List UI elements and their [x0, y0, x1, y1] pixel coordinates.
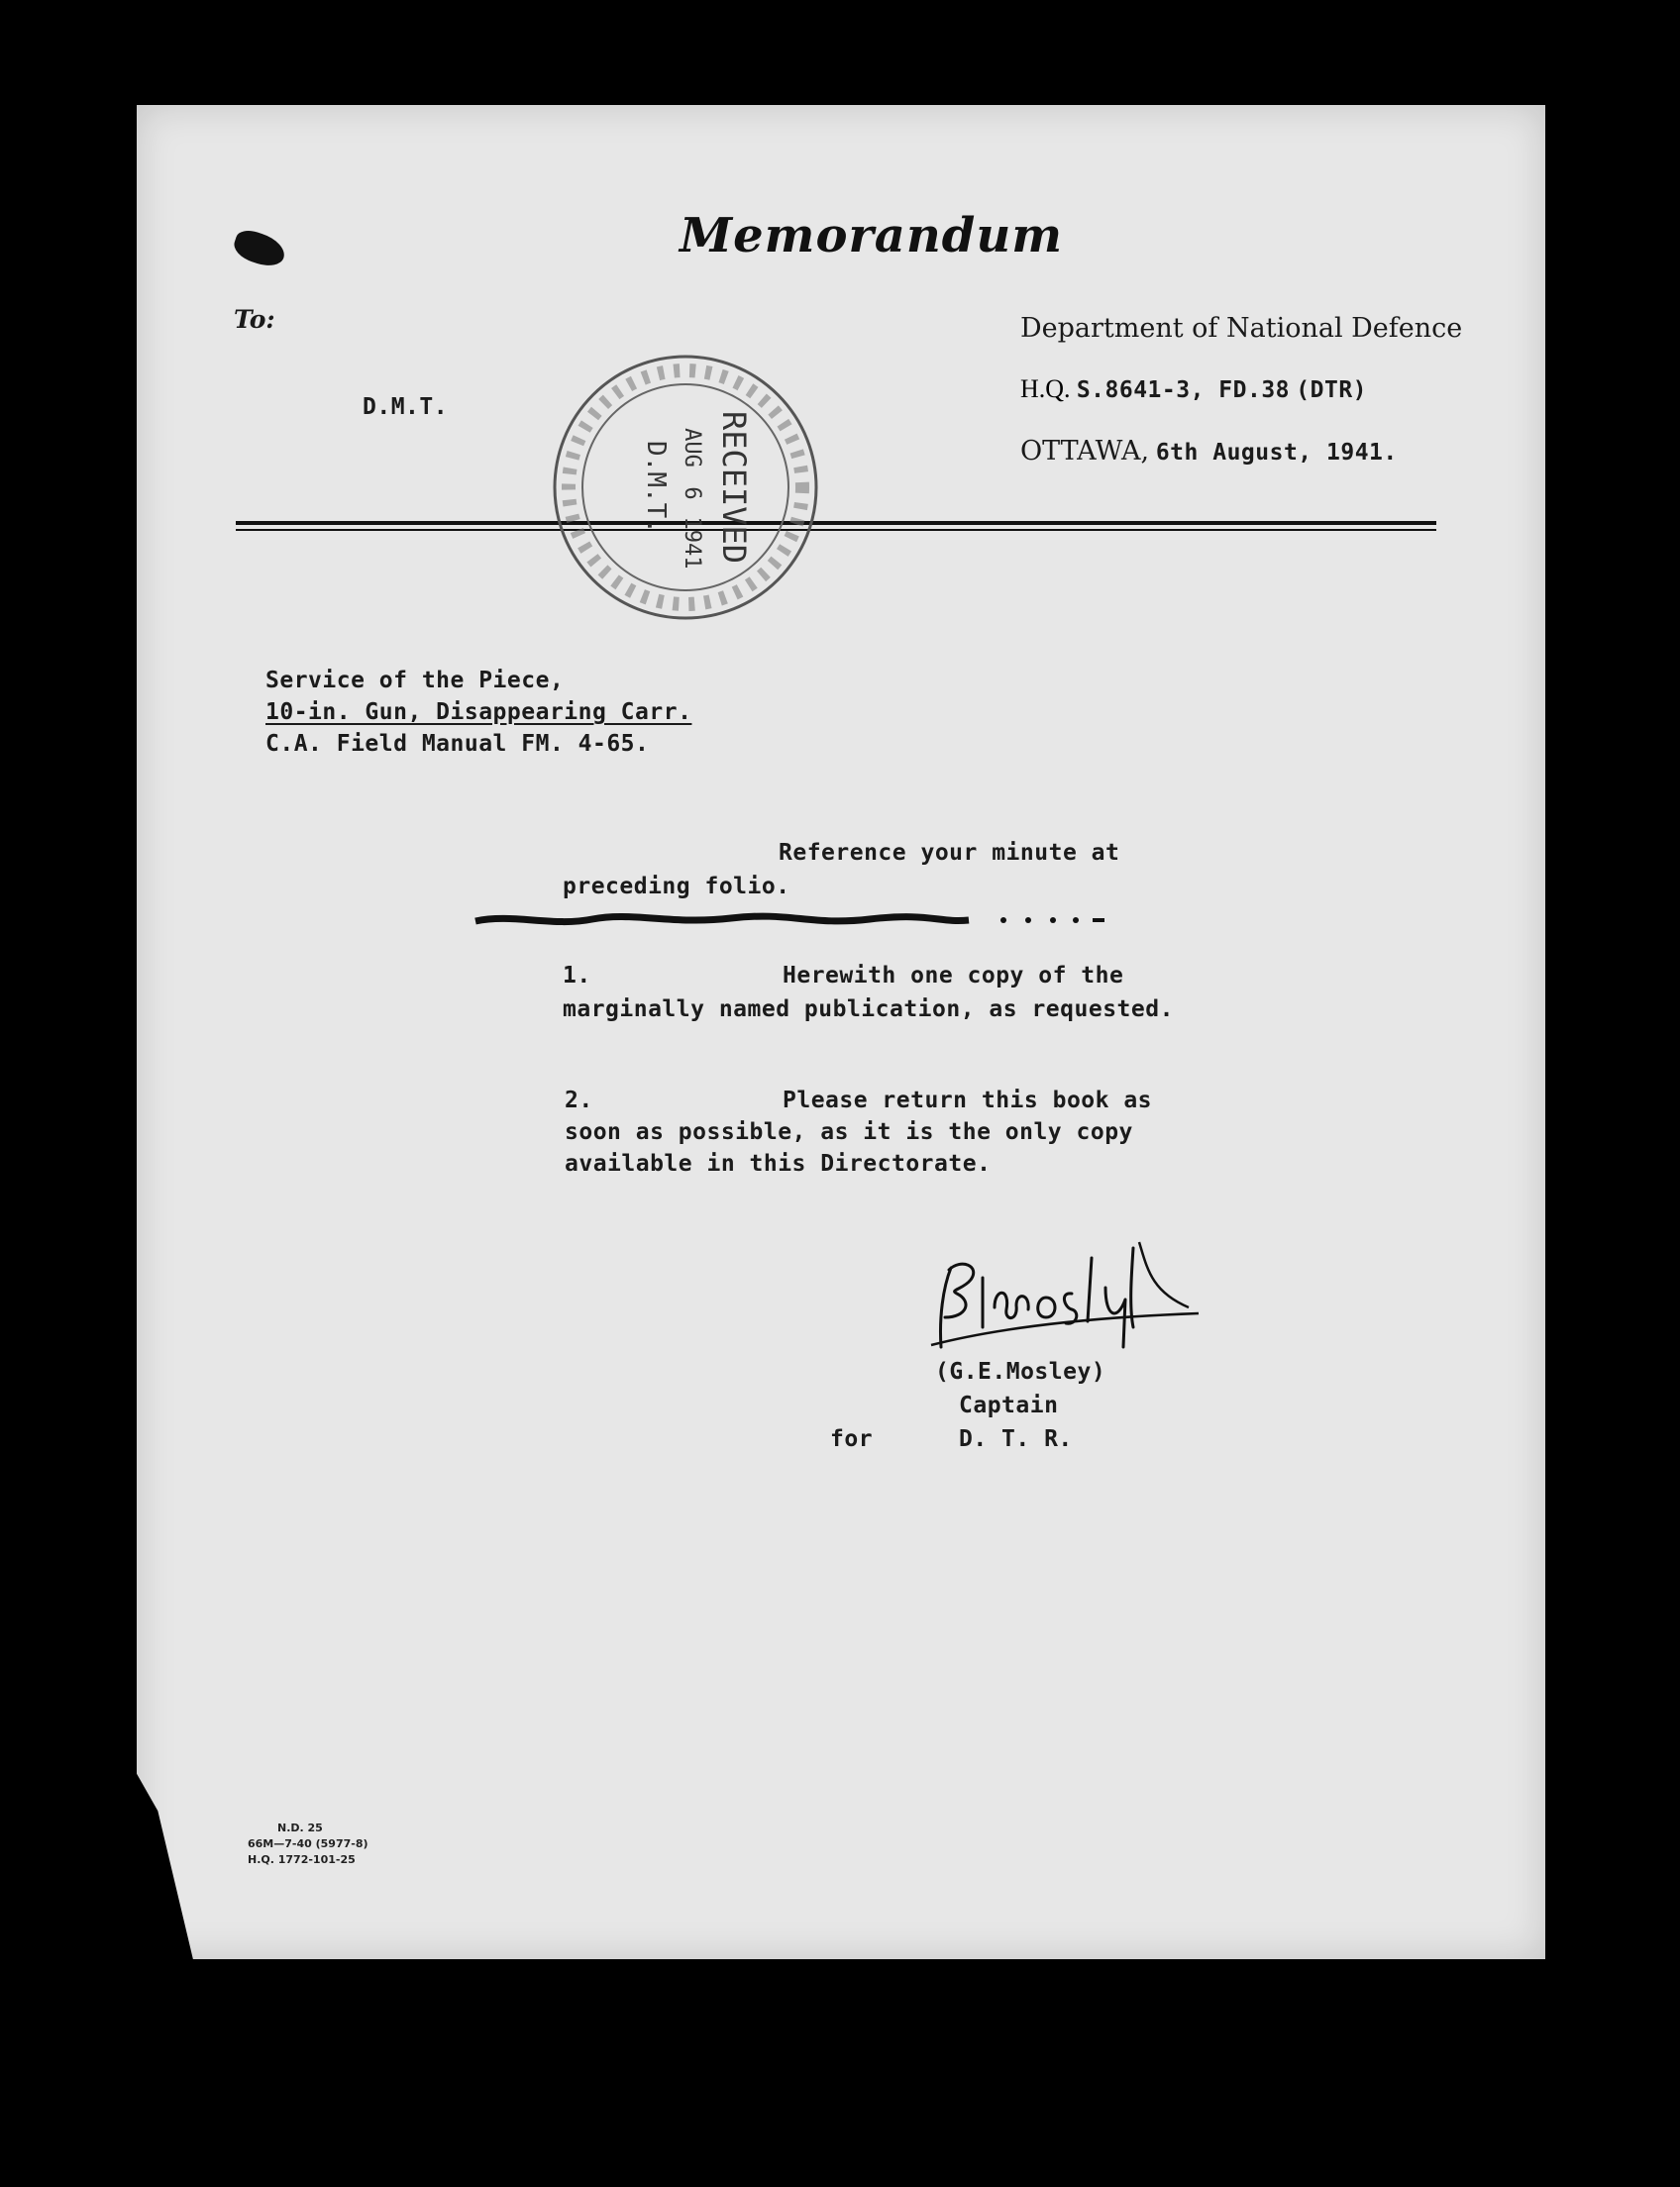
place-date [1020, 436, 1398, 467]
para2-line-3: available in this Directorate. [565, 1151, 992, 1177]
signatory-name: (G.E.Mosley) [935, 1359, 1106, 1385]
struck-out-line [473, 909, 1107, 931]
memo-title: Memorandum [680, 208, 1064, 263]
print-line: 66M—7-40 (5977-8) [248, 1837, 368, 1850]
directorate: D. T. R. [959, 1426, 1073, 1452]
signatory-rank: Captain [959, 1393, 1059, 1418]
department-name: Department of National Defence [1020, 313, 1463, 344]
stamp-month: AUG [680, 428, 704, 468]
para2-number: 2. [565, 1088, 593, 1113]
reference-line-2: preceding folio. [563, 874, 790, 899]
para1-line-1: Herewith one copy of the [783, 963, 1124, 989]
subject-line-3: C.A. Field Manual FM. 4-65. [265, 731, 650, 757]
city: OTTAWA, [1020, 436, 1150, 467]
subject-line-1: Service of the Piece, [265, 668, 565, 693]
hq-line: H.Q. 1772-101-25 [248, 1853, 356, 1866]
form-footer [248, 1821, 368, 1868]
for-label: for [830, 1426, 874, 1452]
file-reference [1020, 374, 1367, 404]
stamp-year: 1941 [680, 516, 704, 570]
para2-line-1: Please return this book as [783, 1088, 1153, 1113]
reference-line-1: Reference your minute at [779, 840, 1120, 866]
stamp-office: D.M.T. [641, 441, 671, 534]
para1-line-2: marginally named publication, as requested. [563, 996, 1174, 1022]
header-rule-thick [236, 521, 1436, 525]
header-rule-thin [236, 529, 1436, 531]
stamp-label: RECEIVED [715, 410, 753, 565]
stamp-day: 6 [680, 486, 704, 500]
handwritten-signature [921, 1218, 1218, 1357]
para1-number: 1. [563, 963, 591, 989]
file-number: S.8641-3, FD.38 [1076, 377, 1291, 403]
file-suffix: (DTR) [1296, 377, 1368, 403]
received-stamp [547, 349, 824, 626]
subject-line-2: 10-in. Gun, Disappearing Carr. [265, 699, 692, 725]
recipient: D.M.T. [363, 394, 449, 420]
memo-date: 6th August, 1941. [1155, 440, 1398, 466]
para2-line-2: soon as possible, as it is the only copy [565, 1119, 1133, 1145]
to-label: To: [234, 305, 275, 334]
form-number: N.D. 25 [277, 1822, 323, 1834]
file-prefix: H.Q. [1020, 374, 1071, 403]
